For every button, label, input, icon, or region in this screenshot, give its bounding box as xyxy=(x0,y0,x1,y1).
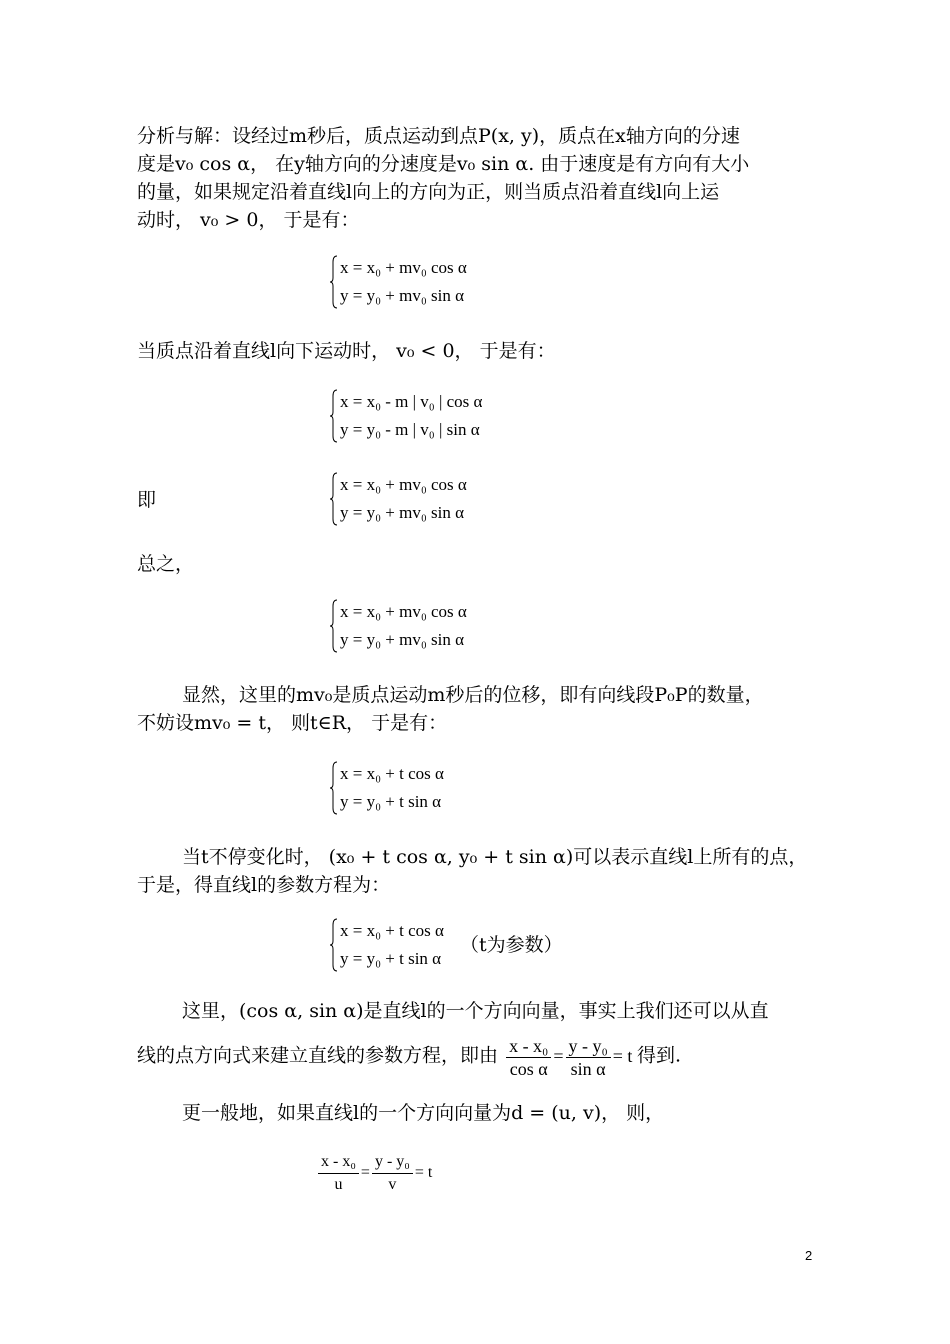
left-brace-icon xyxy=(330,760,338,816)
equals-sign: = xyxy=(553,1045,564,1066)
denominator: v xyxy=(388,1176,397,1193)
paragraph-2: 当质点沿着直线l向下运动时， v₀ < 0， 于是有： xyxy=(137,340,556,362)
equation-row: x = x₀ + mv₀ cos α xyxy=(340,258,467,277)
equation-system-6 xyxy=(330,917,444,973)
paragraph-6: 更一般地，如果直线l的一个方向向量为d = (u, v)， 则， xyxy=(182,1102,665,1124)
paragraph-1-line-2: 度是v₀ cos α， 在y轴方向的分速度是v₀ sin α. 由于速度是有方向有大小 xyxy=(137,153,750,175)
equation-row: y = y₀ + mv₀ sin α xyxy=(340,286,464,305)
paragraph-4-line-2: 于是，得直线l的参数方程为： xyxy=(137,874,391,896)
left-brace-icon xyxy=(330,388,338,444)
left-brace-icon xyxy=(330,254,338,310)
equation-system-5 xyxy=(330,760,444,816)
left-brace-icon xyxy=(330,598,338,654)
parameter-note: （t为参数） xyxy=(460,934,563,956)
paragraph-1-line-3: 的量，如果规定沿着直线l向上的方向为正，则当质点沿着直线l向上运 xyxy=(137,181,720,203)
equation-row: y = y₀ + t sin α xyxy=(340,949,442,968)
equation-row: x = x₀ + t cos α xyxy=(340,921,444,940)
paragraph-3-line-2: 不妨设mv₀ = t， 则t∈R， 于是有： xyxy=(137,712,448,734)
fraction xyxy=(506,1036,551,1079)
fraction xyxy=(566,1036,611,1079)
equation-row: y = y₀ + mv₀ sin α xyxy=(340,630,464,649)
equation-row: y = y₀ - m | v₀ | sin α xyxy=(340,420,480,439)
left-brace-icon xyxy=(330,471,338,527)
equation-row: x = x₀ + mv₀ cos α xyxy=(340,602,467,621)
equation-row: y = y₀ + t sin α xyxy=(340,792,442,811)
paragraph-5-line-2 xyxy=(137,1036,681,1079)
paragraph-3-line-1: 显然，这里的mv₀是质点运动m秒后的位移，即有向线段P₀P的数量， xyxy=(182,684,764,706)
symmetric-equation xyxy=(504,1036,637,1079)
ji-label: 即 xyxy=(137,489,157,511)
numerator: x - x₀ xyxy=(318,1152,359,1174)
numerator: x - x₀ xyxy=(506,1036,551,1058)
paragraph-5-line-1: 这里，(cos α, sin α)是直线l的一个方向向量，事实上我们还可以从直 xyxy=(182,1000,769,1022)
equation-tail: = t xyxy=(612,1045,633,1066)
paragraph-1-line-4: 动时， v₀ > 0， 于是有： xyxy=(137,209,360,231)
general-symmetric-equation xyxy=(316,1152,432,1195)
page-number: 2 xyxy=(805,1248,813,1263)
fraction xyxy=(372,1152,413,1195)
paragraph-5-text: 线的点方向式来建立直线的参数方程，即由 xyxy=(137,1044,499,1067)
numerator: y - y₀ xyxy=(372,1152,413,1174)
equation-system-4 xyxy=(330,598,467,654)
equation-system-1 xyxy=(330,254,467,310)
zongzhi-label: 总之， xyxy=(137,553,195,575)
equation-system-3 xyxy=(330,471,467,527)
paragraph-4-line-1: 当t不停变化时， (x₀ + t cos α, y₀ + t sin α)可以表示直线l上所有的点， xyxy=(182,846,808,868)
paragraph-5-end: 得到. xyxy=(636,1044,681,1067)
denominator: cos α xyxy=(509,1059,548,1079)
equation-row: x = x₀ - m | v₀ | cos α xyxy=(340,392,483,411)
left-brace-icon xyxy=(330,917,338,973)
equation-row: y = y₀ + mv₀ sin α xyxy=(340,503,464,522)
denominator: sin α xyxy=(570,1059,606,1079)
denominator: u xyxy=(334,1176,343,1193)
equation-row: x = x₀ + mv₀ cos α xyxy=(340,475,467,494)
equation-system-2 xyxy=(330,388,482,444)
equals-sign: = xyxy=(360,1164,370,1182)
equation-tail: = t xyxy=(414,1164,433,1182)
fraction xyxy=(318,1152,359,1195)
equation-row: x = x₀ + t cos α xyxy=(340,764,444,783)
numerator: y - y₀ xyxy=(566,1036,611,1058)
paragraph-1-line-1: 分析与解：设经过m秒后，质点运动到点P(x, y)，质点在x轴方向的分速 xyxy=(137,125,740,147)
